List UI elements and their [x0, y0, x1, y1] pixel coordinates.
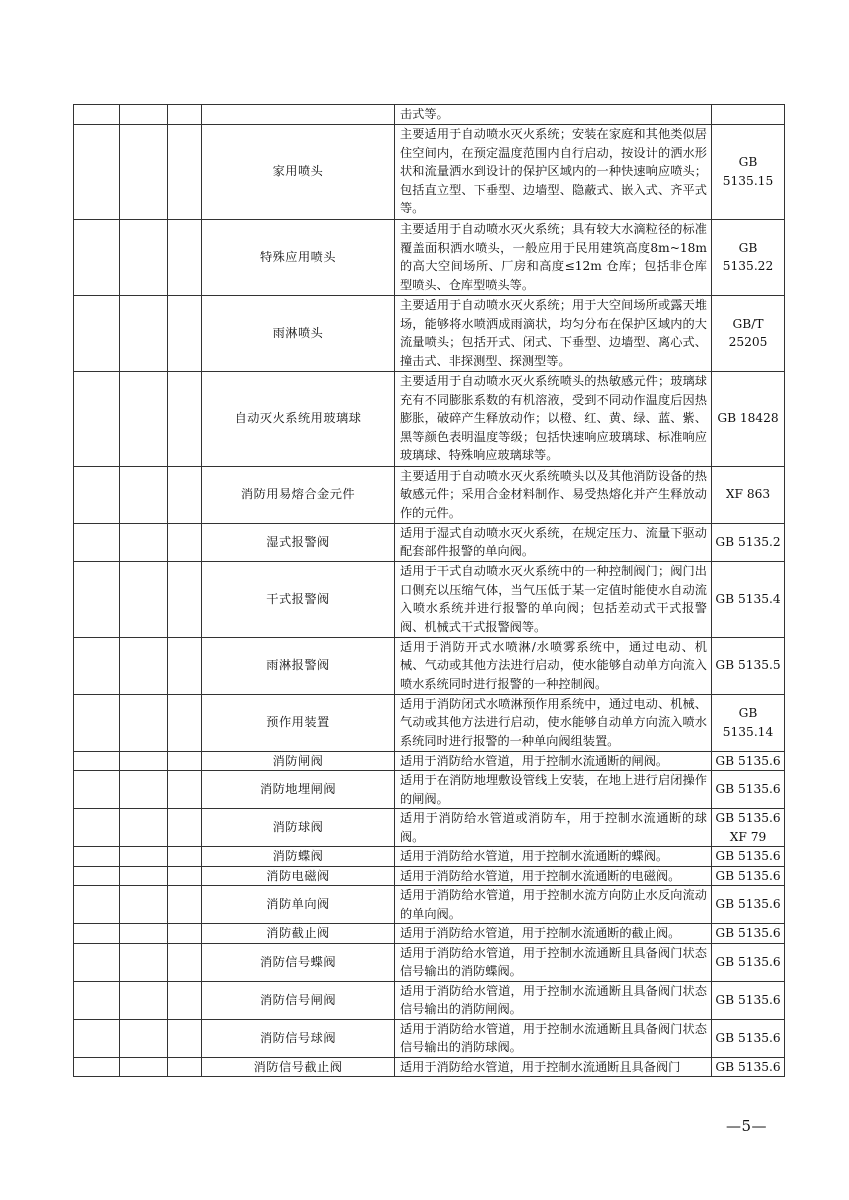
standard-code-cell: GB 5135.6	[712, 1057, 785, 1077]
product-name-cell	[202, 105, 395, 125]
blank-category-cell	[120, 295, 168, 371]
standard-code-cell: GB 5135.6	[712, 943, 785, 981]
blank-category-cell	[120, 124, 168, 219]
standard-code-cell: GB 5135.6	[712, 981, 785, 1019]
blank-category-cell	[120, 105, 168, 125]
blank-category-cell	[120, 886, 168, 924]
blank-category-cell	[168, 981, 202, 1019]
table-row	[74, 809, 785, 847]
product-description-cell: 适用于消防给水管道，用于控制水流通断且具备阀门	[395, 1057, 712, 1077]
product-table	[73, 104, 785, 1077]
product-description-cell: 适用于消防闭式水喷淋预作用系统中，通过电动、机械、气动或其他方法进行启动，使水能够自动单方向流入喷水系统同时进行报警的一种单向阀组装置。	[395, 694, 712, 751]
blank-category-cell	[120, 981, 168, 1019]
blank-category-cell	[74, 981, 120, 1019]
product-description-cell: 适用于湿式自动喷水灭火系统，在规定压力、流量下驱动配套部件报警的单向阀。	[395, 523, 712, 561]
product-description-cell: 适用于消防给水管道，用于控制水流通断的截止阀。	[395, 924, 712, 944]
product-name-cell: 干式报警阀	[202, 561, 395, 637]
table-row	[74, 1057, 785, 1077]
product-name-cell: 消防信号蝶阀	[202, 943, 395, 981]
page-number: —5—	[726, 1117, 768, 1135]
blank-category-cell	[168, 943, 202, 981]
blank-category-cell	[120, 1057, 168, 1077]
blank-category-cell	[168, 637, 202, 694]
blank-category-cell	[74, 751, 120, 771]
standard-code-cell: GB 5135.6	[712, 771, 785, 809]
standard-code-cell: GB 5135.6	[712, 751, 785, 771]
table-row	[74, 637, 785, 694]
standard-code-cell: GB 5135.6	[712, 866, 785, 886]
blank-category-cell	[74, 809, 120, 847]
product-name-cell: 消防电磁阀	[202, 866, 395, 886]
blank-category-cell	[74, 219, 120, 295]
product-description-cell: 适用于消防给水管道，用于控制水流通断的蝶阀。	[395, 847, 712, 867]
blank-category-cell	[74, 1057, 120, 1077]
table-row	[74, 694, 785, 751]
blank-category-cell	[74, 637, 120, 694]
blank-category-cell	[74, 371, 120, 466]
blank-category-cell	[120, 561, 168, 637]
standard-code-cell: GB 5135.5	[712, 637, 785, 694]
product-name-cell: 消防信号截止阀	[202, 1057, 395, 1077]
table-row	[74, 219, 785, 295]
blank-category-cell	[74, 466, 120, 523]
product-description-cell: 主要适用于自动喷水灭火系统；具有较大水滴粒径的标准覆盖面积洒水喷头，一般应用于民用建筑高度8m~18m 的高大空间场所、厂房和高度≤12m 仓库；包括非仓库型喷头、仓库型喷头等。	[395, 219, 712, 295]
product-description-cell: 击式等。	[395, 105, 712, 125]
blank-category-cell	[74, 943, 120, 981]
table-row	[74, 981, 785, 1019]
product-name-cell: 消防用易熔合金元件	[202, 466, 395, 523]
blank-category-cell	[168, 561, 202, 637]
blank-category-cell	[74, 924, 120, 944]
table-row	[74, 924, 785, 944]
standard-code-cell: GB 5135.6	[712, 886, 785, 924]
table-row	[74, 943, 785, 981]
standard-code-cell: GB 5135.6	[712, 847, 785, 867]
table-row	[74, 295, 785, 371]
blank-category-cell	[120, 694, 168, 751]
product-name-cell: 消防地埋闸阀	[202, 771, 395, 809]
standard-code-cell: GB 5135.6	[712, 924, 785, 944]
product-description-cell: 主要适用于自动喷水灭火系统喷头以及其他消防设备的热敏感元件；采用合金材料制作、易受热熔化并产生释放动作的元件。	[395, 466, 712, 523]
table-row	[74, 886, 785, 924]
table-row	[74, 1019, 785, 1057]
blank-category-cell	[74, 561, 120, 637]
product-name-cell: 消防单向阀	[202, 886, 395, 924]
product-name-cell: 雨淋报警阀	[202, 637, 395, 694]
blank-category-cell	[74, 886, 120, 924]
blank-category-cell	[168, 866, 202, 886]
blank-category-cell	[168, 751, 202, 771]
blank-category-cell	[120, 371, 168, 466]
blank-category-cell	[120, 771, 168, 809]
blank-category-cell	[120, 924, 168, 944]
blank-category-cell	[168, 1019, 202, 1057]
blank-category-cell	[168, 886, 202, 924]
table-row	[74, 847, 785, 867]
blank-category-cell	[120, 466, 168, 523]
product-description-cell: 适用于在消防地埋敷设管线上安装，在地上进行启闭操作的闸阀。	[395, 771, 712, 809]
blank-category-cell	[168, 924, 202, 944]
blank-category-cell	[168, 371, 202, 466]
table-row	[74, 105, 785, 125]
standard-code-cell: GB 18428	[712, 371, 785, 466]
table-row	[74, 561, 785, 637]
blank-category-cell	[74, 847, 120, 867]
blank-category-cell	[168, 105, 202, 125]
standard-code-cell: GB 5135.2	[712, 523, 785, 561]
table-row	[74, 466, 785, 523]
product-name-cell: 家用喷头	[202, 124, 395, 219]
product-description-cell: 适用于消防给水管道，用于控制水流通断且具备阀门状态信号输出的消防闸阀。	[395, 981, 712, 1019]
product-name-cell: 消防截止阀	[202, 924, 395, 944]
standard-code-cell: GB 5135.6 XF 79	[712, 809, 785, 847]
product-description-cell: 适用于消防给水管道，用于控制水流通断且具备阀门状态信号输出的消防蝶阀。	[395, 943, 712, 981]
product-description-cell: 适用于消防开式水喷淋/水喷雾系统中，通过电动、机械、气动或其他方法进行启动，使水能够自动单方向流入喷水系统同时进行报警的一种控制阀。	[395, 637, 712, 694]
blank-category-cell	[120, 1019, 168, 1057]
product-description-cell: 适用于消防给水管道，用于控制水流通断的电磁阀。	[395, 866, 712, 886]
product-description-cell: 主要适用于自动喷水灭火系统；用于大空间场所或露天堆场，能够将水喷洒成雨滴状，均匀分布在保护区域内的大流量喷头；包括开式、闭式、下垂型、边墙型、离心式、撞击式、非探测型、探测型等。	[395, 295, 712, 371]
product-description-cell: 主要适用于自动喷水灭火系统；安装在家庭和其他类似居住空间内，在预定温度范围内自行启动，按设计的洒水形状和流量洒水到设计的保护区域内的一种快速响应喷头；包括直立型、下垂型、边墙型、隐蔽式、嵌入式、齐平式等。	[395, 124, 712, 219]
product-name-cell: 消防蝶阀	[202, 847, 395, 867]
standard-code-cell: XF 863	[712, 466, 785, 523]
standard-code-cell: GB/T 25205	[712, 295, 785, 371]
table-row	[74, 771, 785, 809]
product-description-cell: 适用于消防给水管道，用于控制水流方向防止水反向流动的单向阀。	[395, 886, 712, 924]
blank-category-cell	[74, 124, 120, 219]
blank-category-cell	[168, 295, 202, 371]
blank-category-cell	[120, 523, 168, 561]
blank-category-cell	[120, 219, 168, 295]
standard-code-cell: GB 5135.22	[712, 219, 785, 295]
blank-category-cell	[74, 523, 120, 561]
blank-category-cell	[74, 1019, 120, 1057]
product-name-cell: 消防信号球阀	[202, 1019, 395, 1057]
blank-category-cell	[168, 1057, 202, 1077]
table-row	[74, 866, 785, 886]
blank-category-cell	[120, 943, 168, 981]
product-description-cell: 适用于消防给水管道，用于控制水流通断的闸阀。	[395, 751, 712, 771]
blank-category-cell	[74, 771, 120, 809]
blank-category-cell	[168, 523, 202, 561]
product-name-cell: 雨淋喷头	[202, 295, 395, 371]
product-name-cell: 预作用装置	[202, 694, 395, 751]
blank-category-cell	[168, 771, 202, 809]
blank-category-cell	[168, 124, 202, 219]
product-name-cell: 特殊应用喷头	[202, 219, 395, 295]
blank-category-cell	[168, 809, 202, 847]
standard-code-cell: GB 5135.6	[712, 1019, 785, 1057]
product-description-cell: 适用于干式自动喷水灭火系统中的一种控制阀门；阀门出口侧充以压缩气体，当气压低于某一定值时能使水自动流入喷水系统并进行报警的单向阀；包括差动式干式报警阀、机械式干式报警阀等。	[395, 561, 712, 637]
product-name-cell: 湿式报警阀	[202, 523, 395, 561]
blank-category-cell	[168, 219, 202, 295]
table-row	[74, 751, 785, 771]
blank-category-cell	[120, 847, 168, 867]
blank-category-cell	[168, 694, 202, 751]
product-name-cell: 消防球阀	[202, 809, 395, 847]
standard-code-cell: GB 5135.14	[712, 694, 785, 751]
product-description-cell: 适用于消防给水管道或消防车，用于控制水流通断的球阀。	[395, 809, 712, 847]
blank-category-cell	[168, 466, 202, 523]
table-row	[74, 124, 785, 219]
blank-category-cell	[168, 847, 202, 867]
product-description-cell: 主要适用于自动喷水灭火系统喷头的热敏感元件；玻璃球充有不同膨胀系数的有机溶液，受到不同动作温度后因热膨胀，破碎产生释放动作；以橙、红、黄、绿、蓝、紫、黑等颜色表明温度等级；包括快速响应玻璃球、标准响应玻璃球、特殊响应玻璃球等。	[395, 371, 712, 466]
blank-category-cell	[120, 637, 168, 694]
standard-code-cell	[712, 105, 785, 125]
standard-code-cell: GB 5135.15	[712, 124, 785, 219]
blank-category-cell	[120, 866, 168, 886]
table-row	[74, 523, 785, 561]
blank-category-cell	[74, 694, 120, 751]
blank-category-cell	[74, 866, 120, 886]
blank-category-cell	[74, 105, 120, 125]
blank-category-cell	[120, 809, 168, 847]
product-name-cell: 消防信号闸阀	[202, 981, 395, 1019]
product-name-cell: 消防闸阀	[202, 751, 395, 771]
blank-category-cell	[74, 295, 120, 371]
table-row	[74, 371, 785, 466]
blank-category-cell	[120, 751, 168, 771]
product-description-cell: 适用于消防给水管道，用于控制水流通断且具备阀门状态信号输出的消防球阀。	[395, 1019, 712, 1057]
product-name-cell: 自动灭火系统用玻璃球	[202, 371, 395, 466]
standard-code-cell: GB 5135.4	[712, 561, 785, 637]
